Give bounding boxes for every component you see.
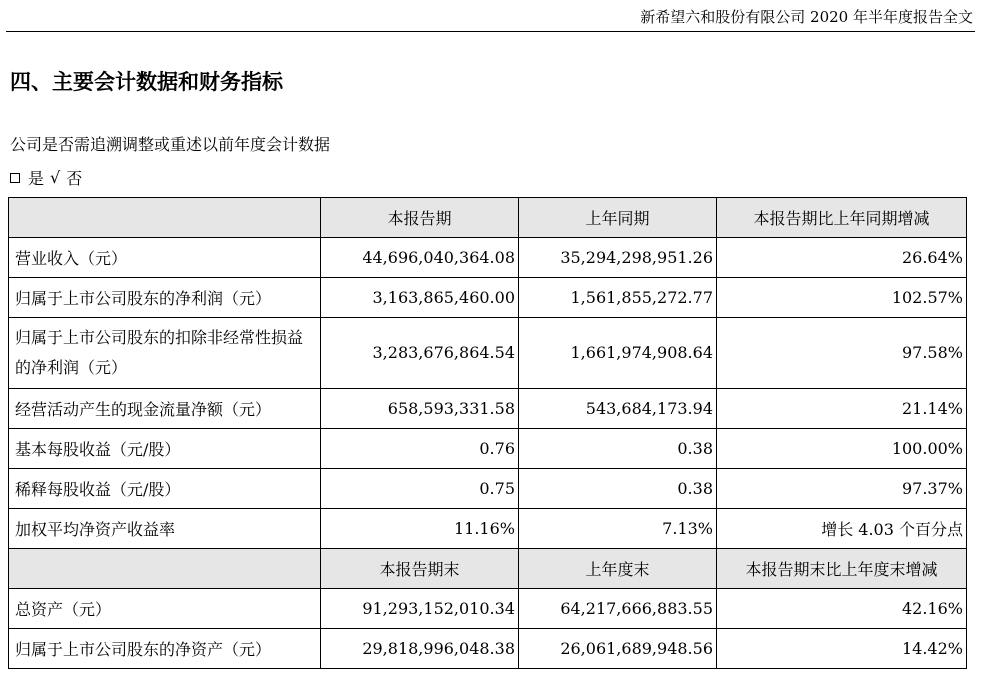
header-divider [6,31,975,32]
change-value: 97.58% [717,318,967,389]
current-value: 11.16% [321,509,519,549]
column-header: 本报告期比上年同期增减 [717,198,967,238]
current-value: 44,696,040,364.08 [321,238,519,278]
row-label: 经营活动产生的现金流量净额（元） [9,389,321,429]
row-label: 基本每股收益（元/股） [9,429,321,469]
table-row [9,389,967,429]
column-header: 上年同期 [519,198,717,238]
section-title: 四、主要会计数据和财务指标 [10,70,283,94]
row-label: 总资产（元） [9,589,321,629]
table-header-row [9,198,967,238]
prior-value: 26,061,689,948.56 [519,629,717,669]
check-mark-icon: √ [50,168,61,187]
table-row [9,238,967,278]
current-value: 0.76 [321,429,519,469]
column-header: 上年度末 [519,549,717,589]
change-value: 21.14% [717,389,967,429]
prior-value: 35,294,298,951.26 [519,238,717,278]
prior-value: 64,217,666,883.55 [519,589,717,629]
change-value: 增长 4.03 个百分点 [717,509,967,549]
change-value: 42.16% [717,589,967,629]
current-value: 0.75 [321,469,519,509]
current-value: 3,163,865,460.00 [321,278,519,318]
table-row [9,469,967,509]
checkbox-icon [10,173,20,183]
current-value: 29,818,996,048.38 [321,629,519,669]
restatement-question: 公司是否需追溯调整或重述以前年度会计数据 [10,135,331,154]
restatement-options [10,166,82,189]
column-header: 本报告期末比上年度末增减 [717,549,967,589]
table-header-row [9,549,967,589]
prior-value: 0.38 [519,469,717,509]
change-value: 97.37% [717,469,967,509]
row-label: 归属于上市公司股东的净资产（元） [9,629,321,669]
header-blank-cell [9,549,321,589]
row-label: 营业收入（元） [9,238,321,278]
table-row [9,509,967,549]
prior-value: 1,661,974,908.64 [519,318,717,389]
option-yes-label: 是 [28,169,45,188]
column-header: 本报告期 [321,198,519,238]
prior-value: 7.13% [519,509,717,549]
change-value: 26.64% [717,238,967,278]
column-header: 本报告期末 [321,549,519,589]
option-no-label: 否 [66,169,83,188]
row-label: 归属于上市公司股东的扣除非经常性损益的净利润（元） [9,318,321,389]
table-row [9,629,967,669]
table-row [9,318,967,389]
table-row [9,278,967,318]
financial-data-table [8,197,967,669]
prior-value: 543,684,173.94 [519,389,717,429]
row-label: 稀释每股收益（元/股） [9,469,321,509]
row-label: 归属于上市公司股东的净利润（元） [9,278,321,318]
change-value: 14.42% [717,629,967,669]
table-row [9,589,967,629]
current-value: 658,593,331.58 [321,389,519,429]
change-value: 102.57% [717,278,967,318]
change-value: 100.00% [717,429,967,469]
prior-value: 0.38 [519,429,717,469]
prior-value: 1,561,855,272.77 [519,278,717,318]
table-row [9,429,967,469]
header-blank-cell [9,198,321,238]
row-label: 加权平均净资产收益率 [9,509,321,549]
current-value: 91,293,152,010.34 [321,589,519,629]
current-value: 3,283,676,864.54 [321,318,519,389]
document-header: 新希望六和股份有限公司 2020 年半年度报告全文 [640,8,973,26]
